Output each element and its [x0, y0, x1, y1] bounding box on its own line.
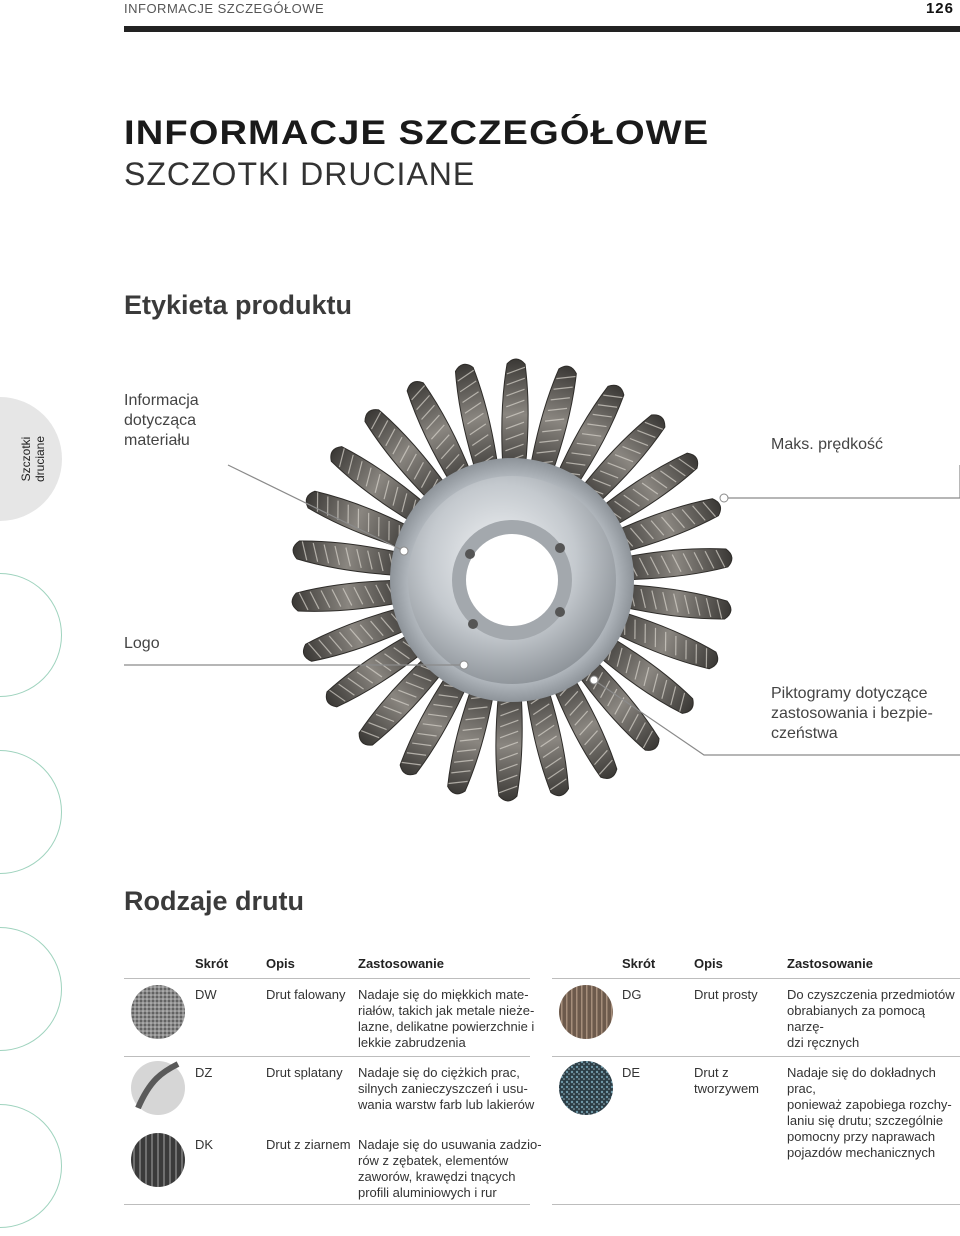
- wire-code: DK: [195, 1137, 214, 1152]
- leader-line-max-speed: [724, 465, 960, 498]
- label-pictograms: Piktogramy dotyczące zastosowania i bezpie- czeństwa: [771, 685, 933, 742]
- table-rule: [124, 978, 530, 979]
- wire-code: DZ: [195, 1065, 213, 1080]
- wire-tuft: [620, 544, 733, 581]
- wire-tuft: [495, 690, 523, 801]
- column-header-application: Zastosowanie: [358, 956, 444, 971]
- table-rule: [124, 1056, 530, 1057]
- wire-code: DW: [195, 987, 217, 1002]
- hub-center-hole: [466, 534, 558, 626]
- page-number: 126: [925, 0, 954, 17]
- table-rule: [552, 1204, 960, 1205]
- column-header-code: Skrót: [195, 956, 229, 971]
- wire-application: Nadaje się do miękkich mate- riałów, takich jak metale nieże- lazne, delikatne powierzchnie i lekkie zabrudzenia: [358, 987, 535, 1050]
- section-heading-wire-types: Rodzaje drutu: [124, 886, 304, 916]
- table-rule: [124, 1204, 530, 1205]
- column-header-description: Opis: [266, 956, 295, 971]
- label-max-speed: Maks. prędkość: [771, 436, 884, 453]
- wire-description: Drut z ziarnem: [266, 1137, 351, 1152]
- running-header: INFORMACJE SZCZEGÓŁOWE: [124, 1, 325, 16]
- wire-description: Drut splatany: [266, 1065, 343, 1080]
- wire-description: Drut prosty: [694, 987, 758, 1002]
- wire-description: Drut falowany: [266, 987, 346, 1002]
- wire-application: Do czyszczenia przedmiotów obrabianych za pomocą narzę- dzi ręcznych: [787, 987, 955, 1050]
- section-heading-label: Etykieta produktu: [124, 290, 353, 320]
- label-logo: Logo: [124, 635, 160, 652]
- wire-tuft: [501, 359, 529, 470]
- wire-swatch-dw: [131, 985, 185, 1039]
- wire-description: Drut z tworzywem: [694, 1065, 760, 1096]
- hub-rivet: [468, 619, 478, 629]
- wire-application: Nadaje się do dokładnych prac, ponieważ zapobiega rozchy- laniu się drutu; szczególnie pomocny przy naprawach pojazdów mechanicznych: [787, 1065, 952, 1160]
- table-rule: [552, 978, 960, 979]
- column-header-code: Skrót: [622, 956, 656, 971]
- hub-rivet: [465, 549, 475, 559]
- hub-rivet: [555, 543, 565, 553]
- page-subtitle: SZCZOTKI DRUCIANE: [124, 156, 476, 192]
- wire-application: Nadaje się do usuwania zadzio- rów z zębatek, elementów zaworów, krawędzi tnących profili aluminiowych i rur: [358, 1137, 542, 1200]
- wire-tuft: [291, 578, 404, 615]
- wire-swatch-de: [559, 1061, 613, 1115]
- label-material: Informacja dotycząca materiału: [124, 392, 199, 449]
- wire-application: Nadaje się do ciężkich prac, silnych zanieczyszczeń i usu- wania warstw farb lub lakierów: [358, 1065, 535, 1112]
- hub-rivet: [555, 607, 565, 617]
- page-title: INFORMACJE SZCZEGÓŁOWE: [124, 114, 710, 152]
- wire-code: DE: [622, 1065, 641, 1080]
- column-header-application: Zastosowanie: [787, 956, 873, 971]
- table-rule: [552, 1056, 960, 1057]
- wire-code: DG: [622, 987, 642, 1002]
- column-header-description: Opis: [694, 956, 723, 971]
- wire-swatch-dk: [131, 1133, 185, 1187]
- side-tab-label: Szczotki druciane: [19, 435, 47, 483]
- wire-swatch-dg: [559, 985, 613, 1039]
